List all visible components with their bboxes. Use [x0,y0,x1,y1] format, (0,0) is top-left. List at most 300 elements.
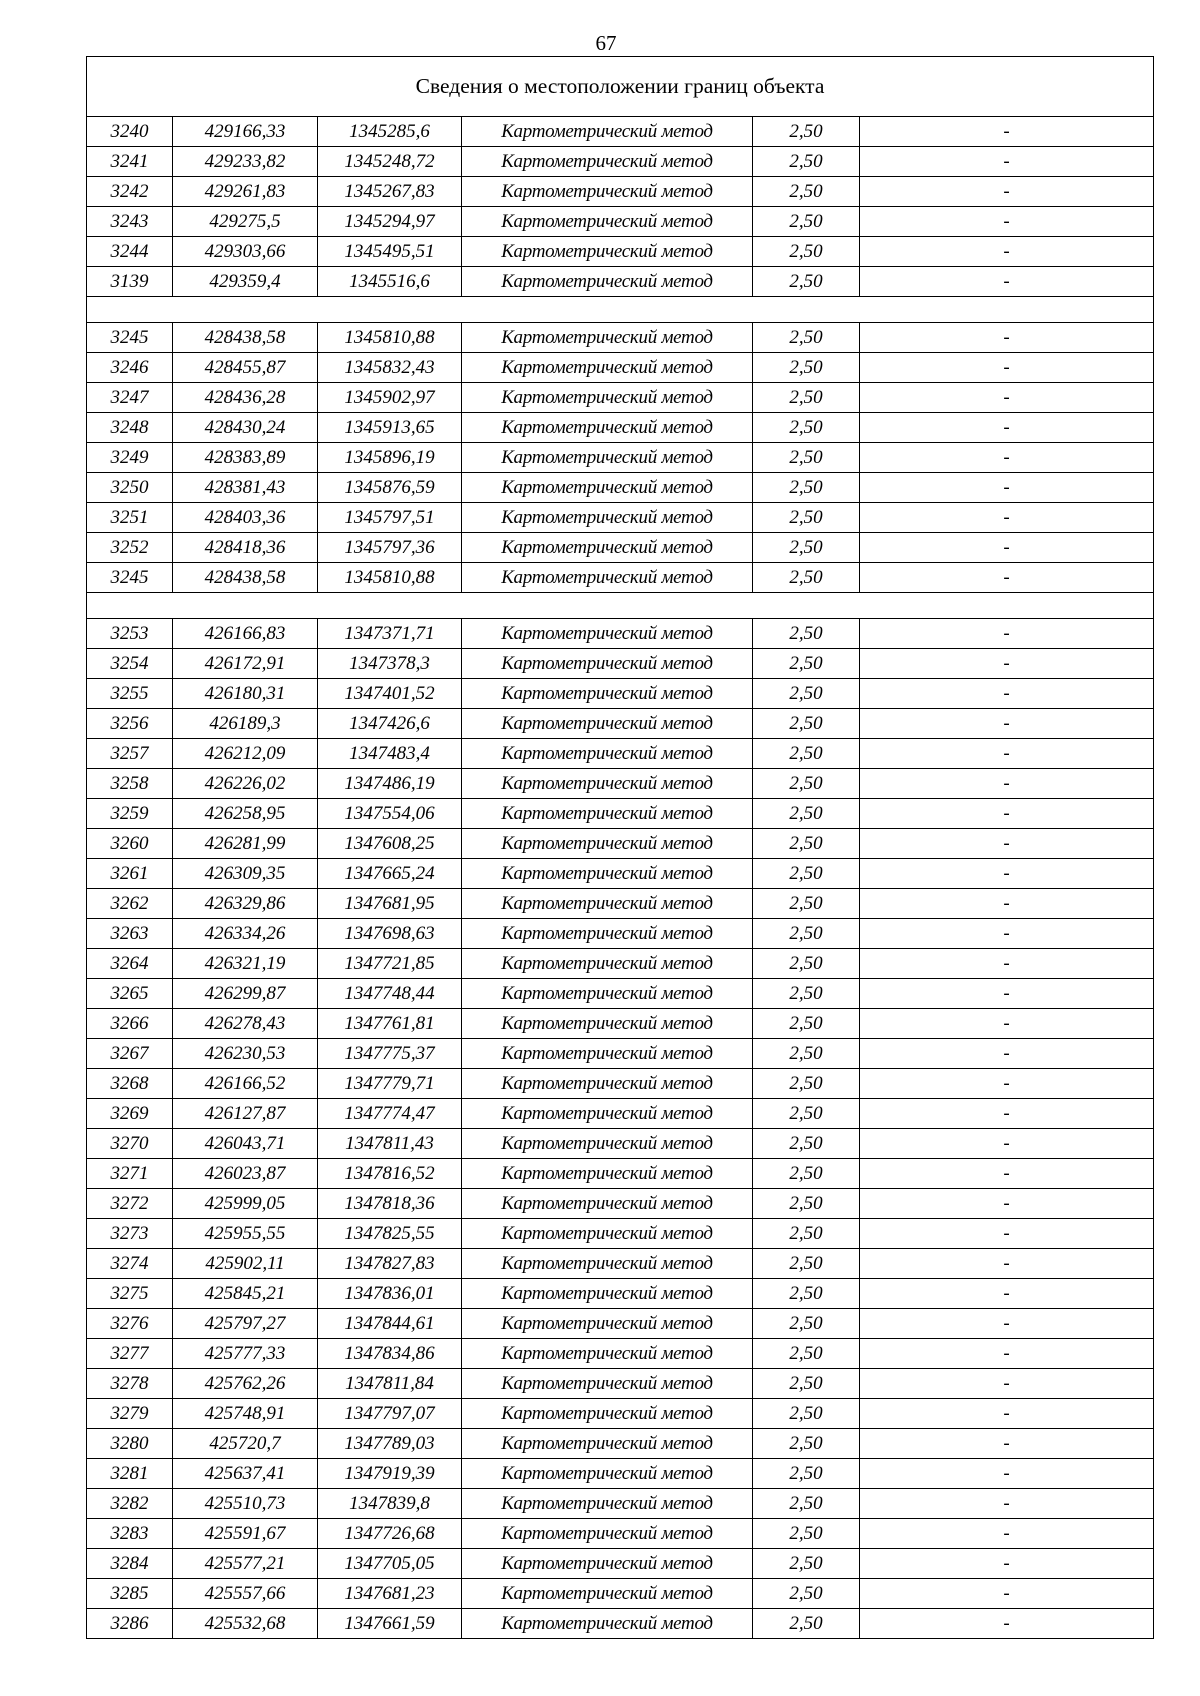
note-cell: - [860,679,1154,709]
x-coordinate-cell: 426127,87 [173,1099,318,1129]
table-row [87,443,1154,473]
note-cell: - [860,207,1154,237]
point-number-cell: 3278 [87,1369,173,1399]
y-coordinate-cell: 1347761,81 [318,1009,462,1039]
table-row [87,799,1154,829]
note-cell: - [860,473,1154,503]
x-coordinate-cell: 429233,82 [173,147,318,177]
note-cell: - [860,829,1154,859]
x-coordinate-cell: 425777,33 [173,1339,318,1369]
table-row [87,383,1154,413]
page-number: 67 [595,31,617,55]
x-coordinate-cell: 426189,3 [173,709,318,739]
accuracy-cell: 2,50 [753,919,860,949]
y-coordinate-cell: 1347797,07 [318,1399,462,1429]
accuracy-cell: 2,50 [753,443,860,473]
note-cell: - [860,1189,1154,1219]
method-cell: Картометрический метод [462,473,753,503]
point-number-cell: 3285 [87,1579,173,1609]
method-cell: Картометрический метод [462,503,753,533]
accuracy-cell: 2,50 [753,353,860,383]
method-cell: Картометрический метод [462,533,753,563]
note-cell: - [860,533,1154,563]
method-cell: Картометрический метод [462,1519,753,1549]
table-row [87,1099,1154,1129]
method-cell: Картометрический метод [462,1459,753,1489]
accuracy-cell: 2,50 [753,889,860,919]
note-cell: - [860,267,1154,297]
y-coordinate-cell: 1347378,3 [318,649,462,679]
accuracy-cell: 2,50 [753,1459,860,1489]
x-coordinate-cell: 429359,4 [173,267,318,297]
accuracy-cell: 2,50 [753,323,860,353]
note-cell: - [860,413,1154,443]
y-coordinate-cell: 1347401,52 [318,679,462,709]
point-number-cell: 3268 [87,1069,173,1099]
method-cell: Картометрический метод [462,859,753,889]
table-row [87,117,1154,147]
x-coordinate-cell: 429275,5 [173,207,318,237]
note-cell: - [860,1009,1154,1039]
x-coordinate-cell: 428438,58 [173,563,318,593]
x-coordinate-cell: 428403,36 [173,503,318,533]
table-row [87,919,1154,949]
method-cell: Картометрический метод [462,799,753,829]
x-coordinate-cell: 426043,71 [173,1129,318,1159]
note-cell: - [860,147,1154,177]
table-row [87,1279,1154,1309]
method-cell: Картометрический метод [462,1069,753,1099]
y-coordinate-cell: 1347818,36 [318,1189,462,1219]
x-coordinate-cell: 426278,43 [173,1009,318,1039]
note-cell: - [860,769,1154,799]
point-number-cell: 3240 [87,117,173,147]
y-coordinate-cell: 1347665,24 [318,859,462,889]
table-row [87,619,1154,649]
accuracy-cell: 2,50 [753,1369,860,1399]
accuracy-cell: 2,50 [753,147,860,177]
accuracy-cell: 2,50 [753,1579,860,1609]
point-number-cell: 3270 [87,1129,173,1159]
method-cell: Картометрический метод [462,237,753,267]
note-cell: - [860,949,1154,979]
method-cell: Картометрический метод [462,1579,753,1609]
x-coordinate-cell: 428430,24 [173,413,318,443]
note-cell: - [860,889,1154,919]
accuracy-cell: 2,50 [753,177,860,207]
accuracy-cell: 2,50 [753,1069,860,1099]
accuracy-cell: 2,50 [753,267,860,297]
table-row [87,709,1154,739]
y-coordinate-cell: 1345267,83 [318,177,462,207]
method-cell: Картометрический метод [462,1309,753,1339]
x-coordinate-cell: 426299,87 [173,979,318,1009]
accuracy-cell: 2,50 [753,709,860,739]
x-coordinate-cell: 426321,19 [173,949,318,979]
table-row [87,353,1154,383]
y-coordinate-cell: 1345876,59 [318,473,462,503]
method-cell: Картометрический метод [462,177,753,207]
table-row [87,829,1154,859]
table-row [87,323,1154,353]
note-cell: - [860,1459,1154,1489]
group-separator-row [87,593,1154,619]
note-cell: - [860,177,1154,207]
x-coordinate-cell: 428383,89 [173,443,318,473]
method-cell: Картометрический метод [462,1549,753,1579]
y-coordinate-cell: 1345294,97 [318,207,462,237]
note-cell: - [860,1549,1154,1579]
point-number-cell: 3250 [87,473,173,503]
y-coordinate-cell: 1347834,86 [318,1339,462,1369]
point-number-cell: 3252 [87,533,173,563]
y-coordinate-cell: 1347816,52 [318,1159,462,1189]
point-number-cell: 3256 [87,709,173,739]
point-number-cell: 3276 [87,1309,173,1339]
note-cell: - [860,859,1154,889]
boundary-coordinates-table [86,56,1154,1639]
table-row [87,859,1154,889]
note-cell: - [860,1309,1154,1339]
y-coordinate-cell: 1347721,85 [318,949,462,979]
y-coordinate-cell: 1347371,71 [318,619,462,649]
method-cell: Картометрический метод [462,619,753,649]
note-cell: - [860,1129,1154,1159]
accuracy-cell: 2,50 [753,1099,860,1129]
table-row [87,1459,1154,1489]
note-cell: - [860,1099,1154,1129]
method-cell: Картометрический метод [462,1009,753,1039]
point-number-cell: 3274 [87,1249,173,1279]
table-row [87,267,1154,297]
method-cell: Картометрический метод [462,1219,753,1249]
y-coordinate-cell: 1347919,39 [318,1459,462,1489]
y-coordinate-cell: 1345902,97 [318,383,462,413]
table-row [87,739,1154,769]
accuracy-cell: 2,50 [753,1009,860,1039]
x-coordinate-cell: 425748,91 [173,1399,318,1429]
note-cell: - [860,1519,1154,1549]
point-number-cell: 3262 [87,889,173,919]
note-cell: - [860,1339,1154,1369]
method-cell: Картометрический метод [462,829,753,859]
y-coordinate-cell: 1347789,03 [318,1429,462,1459]
accuracy-cell: 2,50 [753,1159,860,1189]
accuracy-cell: 2,50 [753,1489,860,1519]
point-number-cell: 3248 [87,413,173,443]
title-row [87,57,1154,117]
accuracy-cell: 2,50 [753,1129,860,1159]
accuracy-cell: 2,50 [753,769,860,799]
point-number-cell: 3280 [87,1429,173,1459]
table-row [87,237,1154,267]
point-number-cell: 3139 [87,267,173,297]
table-row [87,1579,1154,1609]
method-cell: Картометрический метод [462,1489,753,1519]
table-row [87,563,1154,593]
point-number-cell: 3286 [87,1609,173,1639]
point-number-cell: 3281 [87,1459,173,1489]
y-coordinate-cell: 1347825,55 [318,1219,462,1249]
table-row [87,1609,1154,1639]
note-cell: - [860,323,1154,353]
method-cell: Картометрический метод [462,563,753,593]
table-row [87,1399,1154,1429]
accuracy-cell: 2,50 [753,1399,860,1429]
x-coordinate-cell: 425510,73 [173,1489,318,1519]
accuracy-cell: 2,50 [753,207,860,237]
x-coordinate-cell: 428381,43 [173,473,318,503]
x-coordinate-cell: 429303,66 [173,237,318,267]
accuracy-cell: 2,50 [753,473,860,503]
y-coordinate-cell: 1347483,4 [318,739,462,769]
x-coordinate-cell: 425720,7 [173,1429,318,1459]
x-coordinate-cell: 426166,52 [173,1069,318,1099]
accuracy-cell: 2,50 [753,859,860,889]
point-number-cell: 3266 [87,1009,173,1039]
accuracy-cell: 2,50 [753,383,860,413]
x-coordinate-cell: 426281,99 [173,829,318,859]
x-coordinate-cell: 428418,36 [173,533,318,563]
table-title: Сведения о местоположении границ объекта [87,57,1154,117]
note-cell: - [860,1369,1154,1399]
note-cell: - [860,1039,1154,1069]
table-row [87,1489,1154,1519]
accuracy-cell: 2,50 [753,237,860,267]
note-cell: - [860,503,1154,533]
x-coordinate-cell: 426172,91 [173,649,318,679]
method-cell: Картометрический метод [462,413,753,443]
method-cell: Картометрический метод [462,769,753,799]
accuracy-cell: 2,50 [753,1429,860,1459]
x-coordinate-cell: 425955,55 [173,1219,318,1249]
y-coordinate-cell: 1347836,01 [318,1279,462,1309]
y-coordinate-cell: 1345495,51 [318,237,462,267]
method-cell: Картометрический метод [462,1249,753,1279]
x-coordinate-cell: 425762,26 [173,1369,318,1399]
table-row [87,1429,1154,1459]
point-number-cell: 3263 [87,919,173,949]
y-coordinate-cell: 1347774,47 [318,1099,462,1129]
point-number-cell: 3271 [87,1159,173,1189]
y-coordinate-cell: 1347681,95 [318,889,462,919]
method-cell: Картометрический метод [462,117,753,147]
x-coordinate-cell: 425999,05 [173,1189,318,1219]
accuracy-cell: 2,50 [753,739,860,769]
method-cell: Картометрический метод [462,207,753,237]
point-number-cell: 3277 [87,1339,173,1369]
point-number-cell: 3257 [87,739,173,769]
x-coordinate-cell: 425577,21 [173,1549,318,1579]
note-cell: - [860,563,1154,593]
x-coordinate-cell: 426309,35 [173,859,318,889]
point-number-cell: 3254 [87,649,173,679]
method-cell: Картометрический метод [462,1129,753,1159]
y-coordinate-cell: 1347554,06 [318,799,462,829]
accuracy-cell: 2,50 [753,1549,860,1579]
point-number-cell: 3251 [87,503,173,533]
point-number-cell: 3267 [87,1039,173,1069]
point-number-cell: 3283 [87,1519,173,1549]
note-cell: - [860,619,1154,649]
x-coordinate-cell: 425591,67 [173,1519,318,1549]
method-cell: Картометрический метод [462,443,753,473]
x-coordinate-cell: 426180,31 [173,679,318,709]
method-cell: Картометрический метод [462,1609,753,1639]
table-row [87,177,1154,207]
x-coordinate-cell: 425845,21 [173,1279,318,1309]
point-number-cell: 3243 [87,207,173,237]
x-coordinate-cell: 428438,58 [173,323,318,353]
table-row [87,1039,1154,1069]
y-coordinate-cell: 1347486,19 [318,769,462,799]
table-row [87,1519,1154,1549]
accuracy-cell: 2,50 [753,533,860,563]
y-coordinate-cell: 1347608,25 [318,829,462,859]
method-cell: Картометрический метод [462,353,753,383]
table-row [87,1549,1154,1579]
accuracy-cell: 2,50 [753,829,860,859]
note-cell: - [860,919,1154,949]
note-cell: - [860,709,1154,739]
accuracy-cell: 2,50 [753,1249,860,1279]
method-cell: Картометрический метод [462,889,753,919]
y-coordinate-cell: 1345913,65 [318,413,462,443]
table-row [87,533,1154,563]
note-cell: - [860,383,1154,413]
note-cell: - [860,1249,1154,1279]
table-row [87,649,1154,679]
note-cell: - [860,1429,1154,1459]
method-cell: Картометрический метод [462,267,753,297]
note-cell: - [860,979,1154,1009]
method-cell: Картометрический метод [462,1429,753,1459]
y-coordinate-cell: 1345797,36 [318,533,462,563]
table-row [87,413,1154,443]
point-number-cell: 3253 [87,619,173,649]
method-cell: Картометрический метод [462,1399,753,1429]
y-coordinate-cell: 1345248,72 [318,147,462,177]
point-number-cell: 3259 [87,799,173,829]
y-coordinate-cell: 1345810,88 [318,563,462,593]
method-cell: Картометрический метод [462,1339,753,1369]
point-number-cell: 3255 [87,679,173,709]
table-row [87,769,1154,799]
accuracy-cell: 2,50 [753,413,860,443]
point-number-cell: 3261 [87,859,173,889]
point-number-cell: 3273 [87,1219,173,1249]
table-row [87,1189,1154,1219]
table-row [87,473,1154,503]
point-number-cell: 3246 [87,353,173,383]
y-coordinate-cell: 1347748,44 [318,979,462,1009]
point-number-cell: 3247 [87,383,173,413]
point-number-cell: 3245 [87,323,173,353]
note-cell: - [860,1219,1154,1249]
y-coordinate-cell: 1347698,63 [318,919,462,949]
x-coordinate-cell: 426023,87 [173,1159,318,1189]
point-number-cell: 3284 [87,1549,173,1579]
x-coordinate-cell: 426230,53 [173,1039,318,1069]
accuracy-cell: 2,50 [753,799,860,829]
note-cell: - [860,1489,1154,1519]
y-coordinate-cell: 1345832,43 [318,353,462,383]
note-cell: - [860,799,1154,829]
table-row [87,679,1154,709]
method-cell: Картометрический метод [462,323,753,353]
y-coordinate-cell: 1347839,8 [318,1489,462,1519]
x-coordinate-cell: 426166,83 [173,619,318,649]
note-cell: - [860,353,1154,383]
point-number-cell: 3260 [87,829,173,859]
y-coordinate-cell: 1345896,19 [318,443,462,473]
y-coordinate-cell: 1347726,68 [318,1519,462,1549]
method-cell: Картометрический метод [462,679,753,709]
point-number-cell: 3242 [87,177,173,207]
x-coordinate-cell: 429261,83 [173,177,318,207]
x-coordinate-cell: 429166,33 [173,117,318,147]
table-row [87,1009,1154,1039]
table-row [87,147,1154,177]
x-coordinate-cell: 426212,09 [173,739,318,769]
method-cell: Картометрический метод [462,1099,753,1129]
x-coordinate-cell: 425797,27 [173,1309,318,1339]
accuracy-cell: 2,50 [753,1609,860,1639]
point-number-cell: 3241 [87,147,173,177]
x-coordinate-cell: 426334,26 [173,919,318,949]
accuracy-cell: 2,50 [753,563,860,593]
group-separator-cell [87,297,1154,323]
x-coordinate-cell: 425532,68 [173,1609,318,1639]
method-cell: Картометрический метод [462,649,753,679]
y-coordinate-cell: 1347811,43 [318,1129,462,1159]
group-separator-row [87,297,1154,323]
accuracy-cell: 2,50 [753,949,860,979]
table-row [87,1309,1154,1339]
note-cell: - [860,739,1154,769]
accuracy-cell: 2,50 [753,1339,860,1369]
x-coordinate-cell: 426258,95 [173,799,318,829]
x-coordinate-cell: 426329,86 [173,889,318,919]
point-number-cell: 3265 [87,979,173,1009]
method-cell: Картометрический метод [462,1369,753,1399]
point-number-cell: 3279 [87,1399,173,1429]
method-cell: Картометрический метод [462,709,753,739]
point-number-cell: 3249 [87,443,173,473]
y-coordinate-cell: 1347811,84 [318,1369,462,1399]
point-number-cell: 3269 [87,1099,173,1129]
y-coordinate-cell: 1347779,71 [318,1069,462,1099]
accuracy-cell: 2,50 [753,1519,860,1549]
group-separator-cell [87,593,1154,619]
accuracy-cell: 2,50 [753,1189,860,1219]
note-cell: - [860,443,1154,473]
point-number-cell: 3244 [87,237,173,267]
x-coordinate-cell: 425637,41 [173,1459,318,1489]
note-cell: - [860,1159,1154,1189]
y-coordinate-cell: 1345797,51 [318,503,462,533]
x-coordinate-cell: 428455,87 [173,353,318,383]
accuracy-cell: 2,50 [753,649,860,679]
point-number-cell: 3272 [87,1189,173,1219]
method-cell: Картометрический метод [462,1159,753,1189]
x-coordinate-cell: 428436,28 [173,383,318,413]
table-row [87,889,1154,919]
note-cell: - [860,1579,1154,1609]
accuracy-cell: 2,50 [753,1309,860,1339]
accuracy-cell: 2,50 [753,679,860,709]
method-cell: Картометрический метод [462,383,753,413]
